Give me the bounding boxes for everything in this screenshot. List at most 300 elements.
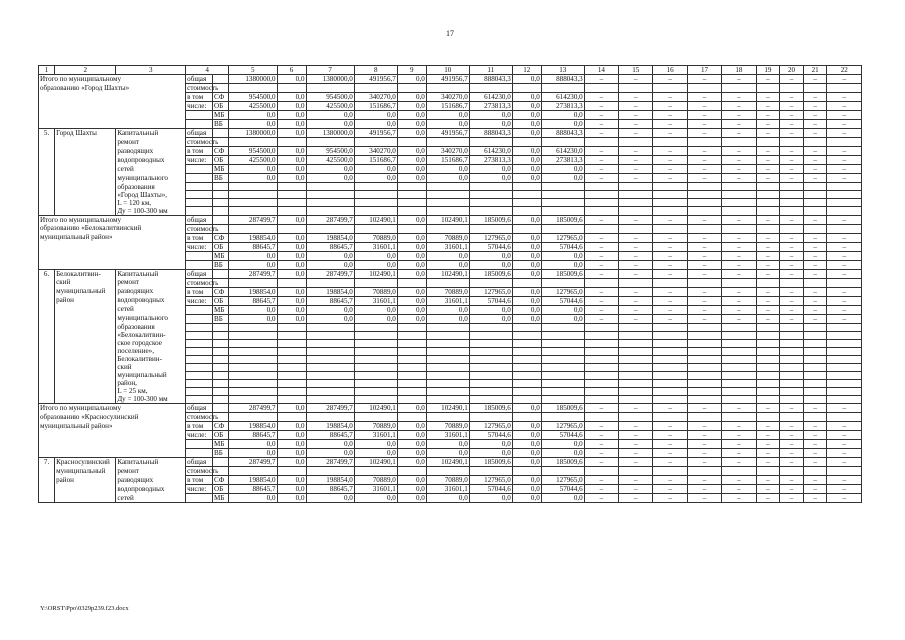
dash-cell: – [803, 431, 827, 440]
dash-cell: – [619, 165, 653, 174]
value-cell [277, 363, 306, 371]
dash-cell: – [619, 314, 653, 323]
dash-cell: – [584, 494, 618, 503]
value-cell: 0,0 [426, 440, 469, 449]
total-row [39, 413, 862, 422]
value-cell: 0,0 [354, 165, 397, 174]
cost-type [186, 111, 213, 120]
value-cell [541, 199, 584, 207]
value-cell: 0,0 [469, 120, 512, 129]
dash-cell: – [827, 494, 862, 503]
dash-cell: – [619, 440, 653, 449]
value-cell [306, 191, 354, 199]
dash-cell [827, 84, 862, 93]
work-description: сетей [116, 305, 186, 314]
dash-cell: – [722, 165, 756, 174]
value-cell [397, 347, 426, 355]
total-row [39, 404, 862, 413]
dash-cell: – [619, 260, 653, 269]
dash-cell: – [756, 449, 780, 458]
dash-cell [780, 207, 804, 216]
value-cell [512, 395, 541, 404]
value-cell: 0,0 [512, 314, 541, 323]
item-number [39, 199, 55, 207]
value-cell [512, 387, 541, 395]
dash-cell [756, 379, 780, 387]
value-cell [426, 387, 469, 395]
value-cell [512, 347, 541, 355]
value-cell [306, 199, 354, 207]
dash-cell [827, 183, 862, 191]
value-cell: 0,0 [512, 260, 541, 269]
value-cell: 102490,1 [354, 404, 397, 413]
value-cell: 340270,0 [426, 147, 469, 156]
column-header: 15 [619, 66, 653, 75]
dash-cell: – [619, 476, 653, 485]
value-cell: 0,0 [512, 485, 541, 494]
dash-cell [756, 183, 780, 191]
work-description: ское городское [116, 339, 186, 347]
value-cell: 0,0 [277, 93, 306, 102]
value-cell: 1380000,0 [306, 75, 354, 84]
funding-source: ВБ [213, 120, 229, 129]
value-cell: 0,0 [277, 233, 306, 242]
dash-cell [653, 371, 687, 379]
item-number [39, 314, 55, 323]
value-cell: 0,0 [469, 165, 512, 174]
value-cell: 0,0 [277, 476, 306, 485]
value-cell: 88645,7 [306, 485, 354, 494]
value-cell: 0,0 [426, 449, 469, 458]
item-row [39, 314, 862, 323]
column-header: 11 [469, 66, 512, 75]
dash-cell [756, 355, 780, 363]
value-cell [229, 387, 277, 395]
value-cell [229, 323, 277, 331]
item-number [39, 379, 55, 387]
dash-cell [803, 191, 827, 199]
dash-cell [722, 224, 756, 233]
dash-cell: – [619, 174, 653, 183]
funding-source: СФ [213, 233, 229, 242]
dash-cell [803, 379, 827, 387]
dash-cell [827, 138, 862, 147]
value-cell: 70889,0 [426, 287, 469, 296]
value-cell: 888043,3 [469, 129, 512, 138]
total-label [39, 120, 186, 129]
value-cell [469, 199, 512, 207]
value-cell: 0,0 [469, 260, 512, 269]
dash-cell: – [827, 75, 862, 84]
value-cell [354, 355, 397, 363]
value-cell: 185009,6 [541, 215, 584, 224]
column-header: 12 [512, 66, 541, 75]
work-description: разводящих [116, 476, 186, 485]
dash-cell [756, 347, 780, 355]
value-cell [469, 138, 512, 147]
value-cell: 287499,7 [306, 269, 354, 278]
dash-cell: – [687, 296, 721, 305]
value-cell: 0,0 [541, 251, 584, 260]
value-cell: 0,0 [277, 494, 306, 503]
value-cell [277, 191, 306, 199]
funding-source: ВБ [213, 314, 229, 323]
value-cell [306, 138, 354, 147]
value-cell: 88645,7 [229, 296, 277, 305]
dash-cell: – [827, 111, 862, 120]
value-cell: 0,0 [541, 494, 584, 503]
value-cell: 0,0 [306, 165, 354, 174]
value-cell: 198854,0 [229, 233, 277, 242]
dash-cell [653, 339, 687, 347]
value-cell: 0,0 [512, 120, 541, 129]
value-cell: 0,0 [512, 156, 541, 165]
dash-cell: – [584, 242, 618, 251]
value-cell: 0,0 [277, 287, 306, 296]
value-cell [277, 138, 306, 147]
dash-cell: – [722, 251, 756, 260]
funding-source [213, 371, 229, 379]
dash-cell: – [780, 233, 804, 242]
value-cell: 1380000,0 [229, 129, 277, 138]
dash-cell: – [756, 404, 780, 413]
total-label: Итого по муниципальному [39, 404, 186, 413]
value-cell [541, 183, 584, 191]
value-cell: 57044,6 [469, 296, 512, 305]
work-description: Капитальный [116, 129, 186, 138]
dash-cell: – [780, 422, 804, 431]
dash-cell [780, 224, 804, 233]
value-cell: 0,0 [512, 93, 541, 102]
dash-cell: – [722, 260, 756, 269]
dash-cell [619, 278, 653, 287]
value-cell [277, 331, 306, 339]
value-cell: 273813,3 [541, 156, 584, 165]
item-row [39, 363, 862, 371]
value-cell: 287499,7 [229, 269, 277, 278]
total-row [39, 251, 862, 260]
item-number [39, 138, 55, 147]
dash-cell: – [584, 305, 618, 314]
municipality-name [55, 323, 116, 331]
funding-source [213, 199, 229, 207]
dash-cell: – [780, 260, 804, 269]
value-cell: 0,0 [512, 102, 541, 111]
value-cell: 491956,7 [354, 75, 397, 84]
value-cell [354, 395, 397, 404]
municipality-name [55, 174, 116, 183]
dash-cell: – [653, 485, 687, 494]
value-cell: 127965,0 [469, 233, 512, 242]
value-cell [397, 331, 426, 339]
item-row [39, 147, 862, 156]
value-cell [512, 363, 541, 371]
item-row [39, 191, 862, 199]
value-cell [354, 347, 397, 355]
value-cell: 0,0 [277, 260, 306, 269]
value-cell [277, 379, 306, 387]
dash-cell: – [584, 422, 618, 431]
dash-cell: – [827, 269, 862, 278]
dash-cell: – [803, 102, 827, 111]
dash-cell: – [584, 120, 618, 129]
dash-cell [722, 387, 756, 395]
work-description: водопроводных [116, 156, 186, 165]
dash-cell: – [756, 296, 780, 305]
cost-type [186, 387, 213, 395]
value-cell [397, 363, 426, 371]
dash-cell [653, 467, 687, 476]
work-description: Капитальный [116, 269, 186, 278]
dash-cell [756, 199, 780, 207]
dash-cell: – [803, 165, 827, 174]
dash-cell: – [803, 215, 827, 224]
dash-cell: – [722, 111, 756, 120]
dash-cell: – [584, 269, 618, 278]
value-cell [541, 331, 584, 339]
dash-cell [619, 413, 653, 422]
dash-cell: – [653, 93, 687, 102]
dash-cell: – [722, 404, 756, 413]
dash-cell: – [756, 242, 780, 251]
municipality-name: Город Шахты [55, 129, 116, 138]
total-row [39, 242, 862, 251]
dash-cell: – [756, 458, 780, 467]
cost-type [186, 165, 213, 174]
dash-cell: – [756, 147, 780, 156]
work-description: разводящих [116, 147, 186, 156]
funding-source: СФ [213, 422, 229, 431]
dash-cell: – [803, 422, 827, 431]
funding-source: ОБ [213, 485, 229, 494]
dash-cell: – [619, 269, 653, 278]
work-description: муниципального [116, 314, 186, 323]
dash-cell: – [756, 422, 780, 431]
dash-cell: – [619, 93, 653, 102]
item-row [39, 165, 862, 174]
value-cell: 0,0 [306, 174, 354, 183]
dash-cell [619, 207, 653, 216]
dash-cell [687, 224, 721, 233]
total-row [39, 440, 862, 449]
dash-cell: – [756, 233, 780, 242]
dash-cell: – [803, 156, 827, 165]
value-cell [306, 413, 354, 422]
value-cell: 0,0 [426, 305, 469, 314]
value-cell: 0,0 [277, 111, 306, 120]
dash-cell [722, 371, 756, 379]
municipality-name [55, 183, 116, 191]
funding-source: МБ [213, 494, 229, 503]
dash-cell: – [780, 111, 804, 120]
dash-cell: – [653, 215, 687, 224]
value-cell: 0,0 [469, 305, 512, 314]
dash-cell [687, 183, 721, 191]
dash-cell: – [780, 242, 804, 251]
dash-cell [780, 331, 804, 339]
dash-cell: – [756, 260, 780, 269]
value-cell [469, 191, 512, 199]
column-header: 13 [541, 66, 584, 75]
value-cell: 198854,0 [306, 476, 354, 485]
dash-cell: – [722, 233, 756, 242]
dash-cell [584, 278, 618, 287]
value-cell [397, 207, 426, 216]
value-cell [306, 347, 354, 355]
value-cell: 0,0 [541, 111, 584, 120]
value-cell [306, 379, 354, 387]
item-number [39, 183, 55, 191]
dash-cell: – [827, 156, 862, 165]
cost-type: стоимость [187, 413, 219, 421]
value-cell: 0,0 [397, 458, 426, 467]
value-cell [512, 191, 541, 199]
total-label: муниципальный район» [39, 422, 186, 431]
dash-cell: – [803, 404, 827, 413]
value-cell: 0,0 [354, 314, 397, 323]
value-cell: 102490,1 [354, 215, 397, 224]
item-row [39, 476, 862, 485]
value-cell [397, 191, 426, 199]
value-cell: 0,0 [229, 174, 277, 183]
dash-cell: – [687, 147, 721, 156]
dash-cell: – [619, 111, 653, 120]
dash-cell: – [584, 314, 618, 323]
column-header: 10 [426, 66, 469, 75]
value-cell: 0,0 [229, 449, 277, 458]
dash-cell [584, 413, 618, 422]
value-cell [469, 395, 512, 404]
cost-type [186, 331, 213, 339]
dash-cell: – [780, 296, 804, 305]
dash-cell [687, 363, 721, 371]
dash-cell: – [803, 440, 827, 449]
dash-cell [756, 207, 780, 216]
column-header: 17 [687, 66, 721, 75]
dash-cell: – [803, 449, 827, 458]
dash-cell: – [722, 242, 756, 251]
value-cell: 0,0 [512, 440, 541, 449]
dash-cell: – [780, 156, 804, 165]
dash-cell: – [653, 269, 687, 278]
value-cell: 425500,0 [229, 156, 277, 165]
dash-cell [687, 323, 721, 331]
value-cell [541, 413, 584, 422]
value-cell: 0,0 [426, 174, 469, 183]
cost-type: общая [186, 269, 213, 278]
value-cell: 0,0 [426, 120, 469, 129]
dash-cell [687, 355, 721, 363]
dash-cell [803, 413, 827, 422]
cost-type [186, 347, 213, 355]
cost-type [186, 323, 213, 331]
funding-source [213, 339, 229, 347]
dash-cell: – [780, 476, 804, 485]
dash-cell: – [827, 174, 862, 183]
dash-cell [653, 387, 687, 395]
value-cell [541, 355, 584, 363]
value-cell: 0,0 [397, 404, 426, 413]
dash-cell: – [780, 102, 804, 111]
dash-cell [619, 395, 653, 404]
value-cell: 198854,0 [229, 287, 277, 296]
dash-cell: – [780, 174, 804, 183]
dash-cell [780, 191, 804, 199]
item-number [39, 331, 55, 339]
value-cell: 0,0 [397, 314, 426, 323]
dash-cell: – [687, 102, 721, 111]
dash-cell [619, 138, 653, 147]
dash-cell [584, 84, 618, 93]
value-cell [229, 278, 277, 287]
dash-cell: – [780, 269, 804, 278]
value-cell [512, 331, 541, 339]
funding-source: СФ [213, 476, 229, 485]
dash-cell [584, 191, 618, 199]
column-header: 9 [397, 66, 426, 75]
dash-cell: – [803, 242, 827, 251]
value-cell: 954500,0 [229, 147, 277, 156]
dash-cell: – [780, 404, 804, 413]
value-cell: 425500,0 [229, 102, 277, 111]
value-cell: 954500,0 [306, 147, 354, 156]
value-cell: 0,0 [354, 251, 397, 260]
dash-cell: – [756, 120, 780, 129]
dash-cell: – [827, 165, 862, 174]
value-cell: 0,0 [397, 485, 426, 494]
value-cell: 0,0 [229, 314, 277, 323]
cost-type [186, 339, 213, 347]
value-cell: 151686,7 [354, 156, 397, 165]
dash-cell: – [722, 449, 756, 458]
value-cell [541, 467, 584, 476]
value-cell [306, 395, 354, 404]
value-cell [541, 323, 584, 331]
dash-cell: – [780, 129, 804, 138]
value-cell: 0,0 [397, 260, 426, 269]
value-cell [426, 331, 469, 339]
dash-cell: – [687, 129, 721, 138]
value-cell [277, 224, 306, 233]
value-cell [469, 467, 512, 476]
municipality-name: район [55, 476, 116, 485]
dash-cell: – [827, 431, 862, 440]
value-cell [426, 379, 469, 387]
item-number [39, 339, 55, 347]
municipality-name [55, 379, 116, 387]
dash-cell: – [653, 449, 687, 458]
value-cell: 70889,0 [354, 422, 397, 431]
value-cell [229, 467, 277, 476]
dash-cell [653, 363, 687, 371]
dash-cell: – [619, 422, 653, 431]
value-cell: 70889,0 [354, 233, 397, 242]
dash-cell: – [584, 233, 618, 242]
dash-cell: – [827, 296, 862, 305]
cost-type: общая [186, 75, 213, 84]
dash-cell [780, 413, 804, 422]
dash-cell: – [756, 111, 780, 120]
value-cell [229, 379, 277, 387]
dash-cell [827, 224, 862, 233]
dash-cell: – [780, 314, 804, 323]
value-cell: 0,0 [277, 165, 306, 174]
value-cell: 0,0 [397, 156, 426, 165]
dash-cell [780, 323, 804, 331]
dash-cell [653, 355, 687, 363]
dash-cell: – [584, 476, 618, 485]
total-row [39, 260, 862, 269]
